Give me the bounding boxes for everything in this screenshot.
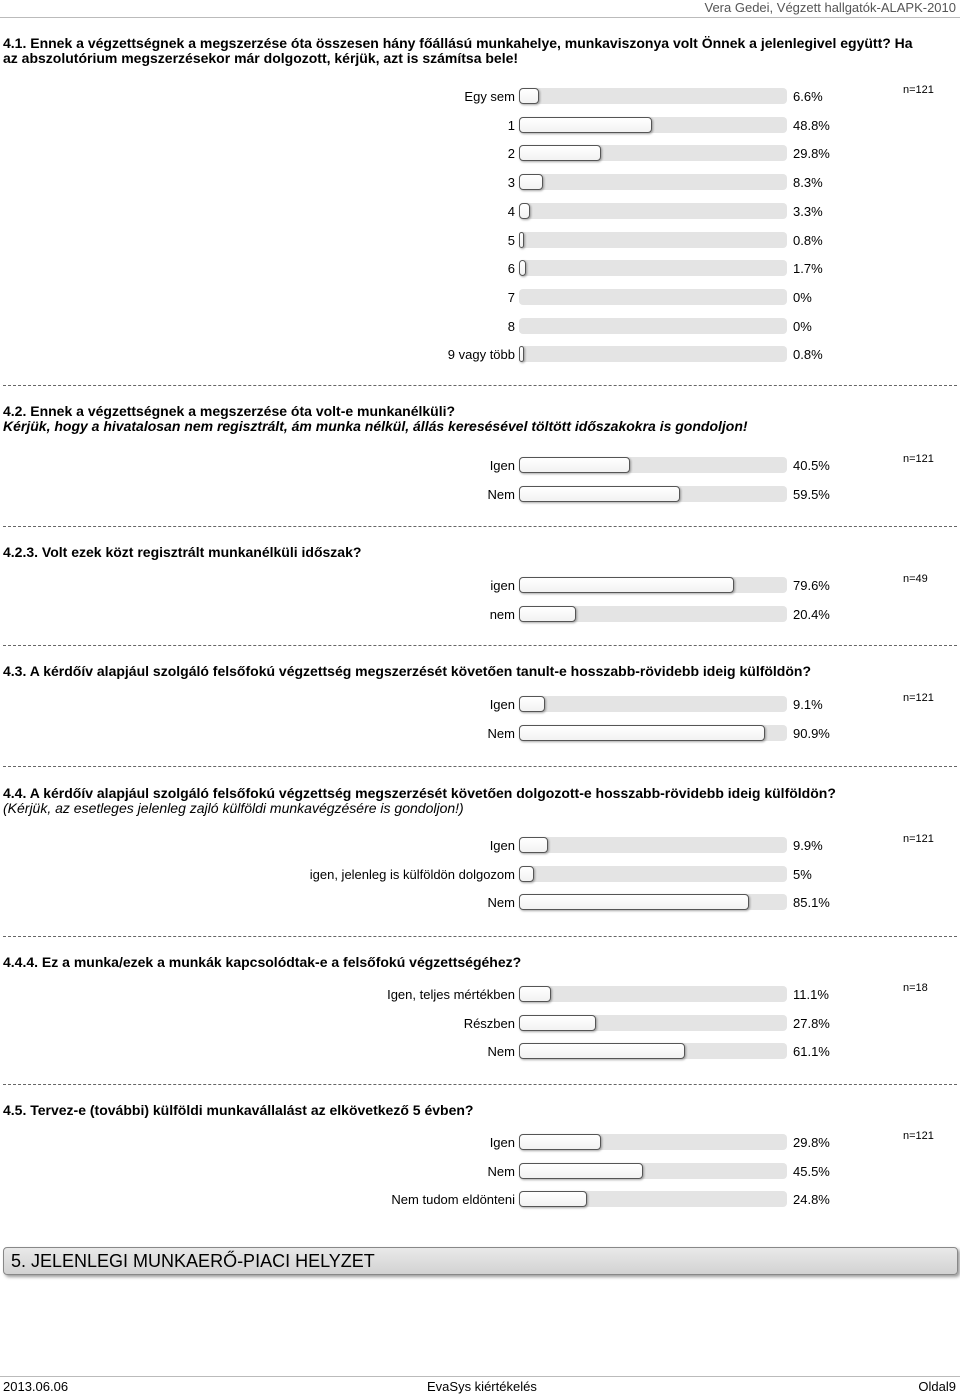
answer-percentage: 1.7% [793, 261, 823, 277]
footer-page-number: Oldal9 [918, 1379, 956, 1394]
answer-bar-track [519, 1134, 787, 1150]
answer-row [0, 318, 960, 338]
answer-row [0, 606, 960, 626]
answer-bar-fill [519, 486, 680, 502]
answer-row [0, 486, 960, 506]
answer-bar-fill [519, 174, 543, 190]
answer-row [0, 174, 960, 194]
answer-label: Nem [487, 1044, 515, 1060]
answer-percentage: 3.3% [793, 203, 823, 219]
answer-bar-fill [519, 457, 630, 473]
answer-percentage: 59.5% [793, 486, 830, 502]
answer-bar-fill [519, 88, 539, 104]
answer-percentage: 27.8% [793, 1015, 830, 1031]
answer-label: 5 [507, 232, 515, 248]
answer-label: Nem [487, 895, 515, 911]
question-4-2-n: n=121 [903, 453, 934, 465]
answer-bar-fill [519, 260, 526, 276]
section-divider [3, 936, 957, 937]
answer-percentage: 9.9% [793, 838, 823, 853]
answer-row [0, 1191, 960, 1211]
answer-bar-track [519, 1043, 787, 1059]
answer-bar-fill [519, 577, 734, 593]
answer-label: 6 [507, 261, 515, 277]
chapter-heading [3, 1247, 958, 1275]
answer-bar-fill [519, 866, 534, 882]
answer-row [0, 866, 960, 886]
answer-bar-fill [519, 894, 749, 910]
answer-row [0, 203, 960, 223]
question-4-4-4-n: n=18 [903, 982, 928, 994]
answer-percentage: 11.1% [793, 987, 829, 1002]
question-4-1-title: 4.1. Ennek a végzettségnek a megszerzése óta összesen hány főállású munkahelye, munkaviszonya volt Önnek a jelenlegivel együtt? Ha az abszolutórium megszerzésekor már dolgozott, kérjük, azt is számítsa bele! [3, 35, 913, 66]
answer-bar-track [519, 1015, 787, 1031]
question-4-3-title: 4.3. A kérdőív alapjául szolgáló felsőfokú végzettség megszerzését követően tanult-e hosszabb-rövidebb ideig külföldön? [3, 663, 812, 679]
answer-bar-track [519, 117, 787, 133]
answer-bar-track [519, 837, 787, 853]
answer-bar-fill [519, 145, 601, 161]
footer-source: EvaSys kiértékelés [427, 1379, 537, 1394]
answer-percentage: 0.8% [793, 347, 823, 363]
answer-bar-track [519, 486, 787, 502]
header-divider [0, 17, 960, 18]
answer-bar-fill [519, 203, 530, 219]
question-4-2-title: 4.2. Ennek a végzettségnek a megszerzése óta volt-e munkanélküli? [3, 403, 456, 419]
answer-row [0, 346, 960, 366]
answer-bar-track [519, 260, 787, 276]
question-4-5-title: 4.5. Tervez-e (további) külföldi munkavállalást az elkövetkező 5 évben? [3, 1102, 474, 1118]
answer-bar-fill [519, 725, 765, 741]
answer-label: Igen [489, 697, 515, 712]
answer-bar-track [519, 346, 787, 362]
answer-row [0, 232, 960, 252]
answer-row [0, 837, 960, 857]
answer-label: Nem [487, 725, 515, 741]
answer-bar-track [519, 894, 787, 910]
answer-bar-fill [519, 117, 652, 133]
answer-row [0, 894, 960, 914]
answer-bar-track [519, 577, 787, 593]
question-4-2-subtitle: Kérjük, hogy a hivatalosan nem regisztrált, ám munka nélkül, állás keresésével töltött időszakokra is gondoljon! [3, 418, 748, 434]
answer-percentage: 20.4% [793, 606, 830, 622]
answer-bar-fill [519, 1163, 643, 1179]
answer-percentage: 0.8% [793, 232, 823, 248]
answer-bar-track [519, 696, 787, 712]
answer-row [0, 577, 960, 597]
answer-label: Igen [489, 1135, 515, 1150]
answer-percentage: 61.1% [793, 1044, 830, 1060]
answer-label: 1 [507, 117, 515, 133]
section-divider [3, 1084, 957, 1085]
answer-percentage: 29.8% [793, 1135, 830, 1150]
answer-percentage: 0% [793, 318, 812, 334]
answer-label: igen, jelenleg is külföldön dolgozom [309, 866, 515, 882]
answer-percentage: 45.5% [793, 1163, 830, 1179]
answer-bar-fill [519, 1043, 685, 1059]
answer-label: 9 vagy több [447, 347, 515, 363]
answer-percentage: 0% [793, 289, 812, 305]
answer-percentage: 29.8% [793, 146, 830, 162]
answer-label: Egy sem [464, 89, 515, 104]
answer-bar-track [519, 145, 787, 161]
answer-label: Részben [463, 1015, 515, 1031]
answer-bar-track [519, 289, 787, 305]
answer-bar-track [519, 1163, 787, 1179]
answer-percentage: 90.9% [793, 725, 830, 741]
answer-percentage: 9.1% [793, 697, 823, 712]
answer-row [0, 986, 960, 1006]
answer-row [0, 1134, 960, 1154]
answer-percentage: 6.6% [793, 89, 823, 104]
answer-bar-fill [519, 1015, 596, 1031]
answer-percentage: 40.5% [793, 458, 830, 473]
question-4-4-4-title: 4.4.4. Ez a munka/ezek a munkák kapcsolódtak-e a felsőfokú végzettségéhez? [3, 954, 522, 970]
answer-bar-fill [519, 986, 551, 1002]
question-4-3-n: n=121 [903, 692, 934, 704]
answer-label: Igen [489, 458, 515, 473]
answer-bar-fill [519, 1134, 601, 1150]
answer-percentage: 8.3% [793, 175, 823, 191]
answer-row [0, 457, 960, 477]
answer-bar-fill [519, 837, 548, 853]
answer-bar-fill [519, 1191, 587, 1207]
question-4-1-n: n=121 [903, 84, 934, 96]
answer-bar-track [519, 986, 787, 1002]
answer-label: Igen, teljes mértékben [387, 987, 515, 1002]
answer-bar-track [519, 1191, 787, 1207]
answer-label: 4 [507, 203, 515, 219]
answer-row [0, 1163, 960, 1183]
section-divider [3, 645, 957, 646]
answer-percentage: 24.8% [793, 1192, 830, 1208]
answer-row [0, 696, 960, 716]
answer-bar-track [519, 866, 787, 882]
answer-bar-track [519, 606, 787, 622]
answer-row [0, 725, 960, 745]
question-4-4-n: n=121 [903, 833, 934, 845]
answer-label: Nem [487, 486, 515, 502]
answer-row [0, 117, 960, 137]
answer-label: Nem [487, 1163, 515, 1179]
answer-bar-track [519, 88, 787, 104]
answer-bar-fill [519, 232, 524, 248]
answer-bar-track [519, 232, 787, 248]
answer-row [0, 145, 960, 165]
answer-row [0, 88, 960, 108]
answer-bar-track [519, 725, 787, 741]
question-4-5-n: n=121 [903, 1130, 934, 1142]
section-divider [3, 526, 957, 527]
answer-label: 8 [507, 318, 515, 334]
answer-label: Igen [489, 838, 515, 853]
answer-bar-track [519, 174, 787, 190]
answer-percentage: 85.1% [793, 895, 830, 911]
answer-row [0, 289, 960, 309]
answer-label: nem [489, 606, 515, 622]
footer-date: 2013.06.06 [3, 1379, 69, 1394]
answer-row [0, 1043, 960, 1063]
answer-bar-track [519, 457, 787, 473]
answer-bar-track [519, 318, 787, 334]
answer-label: 2 [507, 146, 515, 162]
answer-bar-fill [519, 346, 524, 362]
answer-label: Nem tudom eldönteni [391, 1192, 515, 1208]
answer-bar-fill [519, 606, 576, 622]
footer-divider [0, 1376, 960, 1377]
answer-bar-fill [519, 696, 545, 712]
answer-label: 7 [507, 289, 515, 305]
header-author: Vera Gedei, Végzett hallgatók-ALAPK-2010 [704, 0, 956, 15]
answer-label: 3 [507, 175, 515, 191]
question-4-2-3-n: n=49 [903, 573, 928, 585]
question-4-4-title: 4.4. A kérdőív alapjául szolgáló felsőfokú végzettség megszerzését követően dolgozott-e hosszabb-rövidebb ideig külföldön? [3, 785, 836, 801]
question-4-4-subtitle: (Kérjük, az esetleges jelenleg zajló külföldi munkavégzésére is gondoljon!) [3, 800, 464, 816]
chapter-title: 5. JELENLEGI MUNKAERŐ-PIACI HELYZET [11, 1251, 375, 1271]
answer-row [0, 1015, 960, 1035]
question-4-2-3-title: 4.2.3. Volt ezek közt regisztrált munkanélküli időszak? [3, 544, 362, 560]
answer-percentage: 5% [793, 866, 812, 882]
answer-percentage: 48.8% [793, 117, 830, 133]
answer-percentage: 79.6% [793, 578, 830, 593]
answer-row [0, 260, 960, 280]
answer-bar-track [519, 203, 787, 219]
section-divider [3, 766, 957, 767]
answer-label: igen [490, 578, 515, 593]
section-divider [3, 385, 957, 386]
